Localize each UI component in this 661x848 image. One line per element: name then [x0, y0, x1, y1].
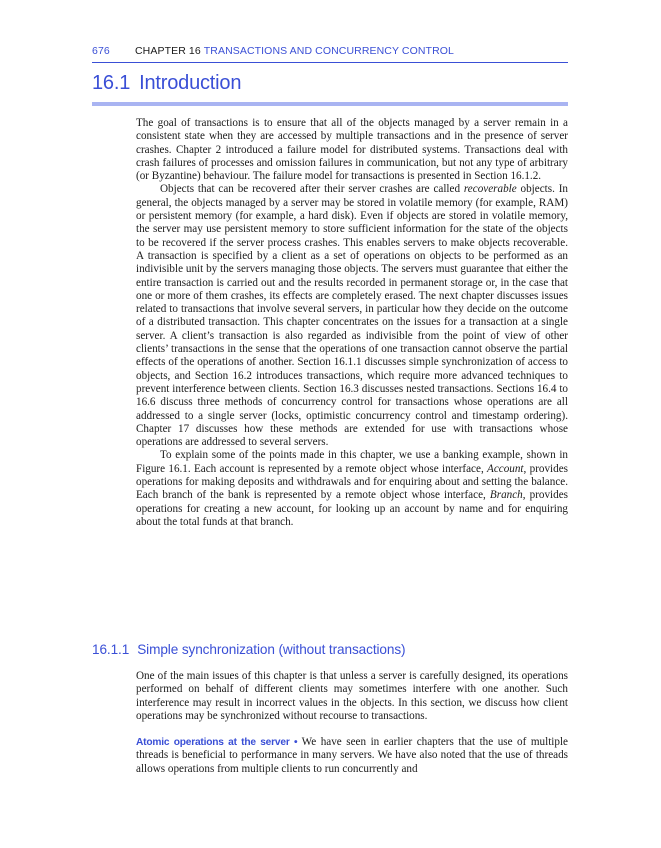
paragraph-3 — [136, 449, 568, 529]
sub-paragraph-2-text: We have seen in earlier chapters that the use of multiple threads is beneficial to performance in many servers. We have also noted that the use of threads allows operations from multiple clients to run concurrently and — [136, 736, 568, 775]
subsection-body-2 — [136, 736, 568, 776]
p3-text-c: , provides operations for creating a new account, for looking up an account by name and for enquiring about the total funds at that branch. — [136, 489, 568, 528]
paragraph-2 — [136, 183, 568, 449]
p2-text-b: objects. In general, the objects managed by a server may be stored in volatile memory (for example, RAM) or persistent memory (for example, a hard disk). Even if objects are stored in volatile memory, the server may use persistent memory to store sufficient information for the state of the objects to be recovered if the server process crashes. This enables servers to make objects recoverable. A transaction is specified by a client as a set of operations on objects to be performed as an indivisible unit by the servers managing those objects. The servers must guarantee that either the entire transaction is carried out and the results recorded in permanent storage or, in the case that one or more of them crashes, its effects are completely erased. The next chapter discusses issues related to transactions that involve several servers, in particular how they decide on the outcome of a distributed transaction. This chapter concentrates on the issues for a transaction at a single server. A client’s transaction is also regarded as indivisible from the point of view of other clients’ transactions in the sense that the operations of one transaction cannot observe the partial effects of the operations of another. Section 16.1.1 discusses simple synchronization of access to objects, and Section 16.2 introduces transactions, which require more advanced techniques to prevent interference between clients. Section 16.3 discusses nested transactions. Sections 16.4 to 16.6 discuss three methods of concurrency control for transactions whose operations are all addressed to a single server (locks, optimistic concurrency control and timestamp ordering). Chapter 17 discusses how these methods are extended for use with transactions whose operations are addressed to several servers. — [136, 183, 568, 449]
section-heading — [92, 72, 241, 95]
header-rule — [92, 62, 568, 63]
paragraph-1: The goal of transactions is to ensure that all of the objects managed by a server remain in a consistent state when they are accessed by multiple transactions and in the presence of server crashes. Chapter 2 introduced a failure model for distributed systems. Transactions deal with crash failures of processes and omission failures in communication, but not any type of arbitrary (or Byzantine) behaviour. The failure model for transactions is presented in Section 16.1.2. — [136, 117, 568, 183]
p3-emphasis-branch: Branch — [489, 489, 523, 502]
sub-paragraph-1: One of the main issues of this chapter is that unless a server is carefully designed, its operations performed on behalf of different clients may sometimes interfere with one another. Such interference may result in incorrect values in the objects. In this section, we discuss how client operations may be synchronized without recourse to transactions. — [136, 670, 568, 722]
p3-text-a: To explain some of the points made in this chapter, we use a banking example, shown in Figure 16.1. Each account is represented by a remote object whose interface, — [136, 449, 568, 475]
sub-paragraph-2 — [136, 736, 568, 776]
running-header — [92, 45, 568, 61]
intro-body — [136, 117, 568, 529]
subsection-body — [136, 670, 568, 723]
subsection-title: Simple synchronization (without transactions) — [137, 642, 406, 657]
subsection-heading — [92, 642, 405, 657]
p2-emphasis: recoverable — [463, 183, 517, 196]
section-bar — [92, 102, 568, 106]
section-number: 16.1 — [92, 72, 131, 94]
p2-text-a: Objects that can be recovered after their server crashes are called — [160, 183, 464, 196]
page-number: 676 — [92, 45, 110, 57]
chapter-title: TRANSACTIONS AND CONCURRENCY CONTROL — [203, 45, 454, 57]
chapter-label: CHAPTER 16 — [135, 45, 201, 57]
section-title: Introduction — [139, 72, 242, 94]
subsection-number: 16.1.1 — [92, 642, 130, 657]
runin-heading: Atomic operations at the server • — [136, 737, 298, 748]
p3-emphasis-account: Account — [487, 462, 524, 475]
p3-text-b: , provides operations for making deposits and withdrawals and for enquiring about and setting the balance. Each branch of the bank is represented by a remote object whose interface, — [136, 462, 568, 502]
chapter-heading — [135, 45, 454, 57]
